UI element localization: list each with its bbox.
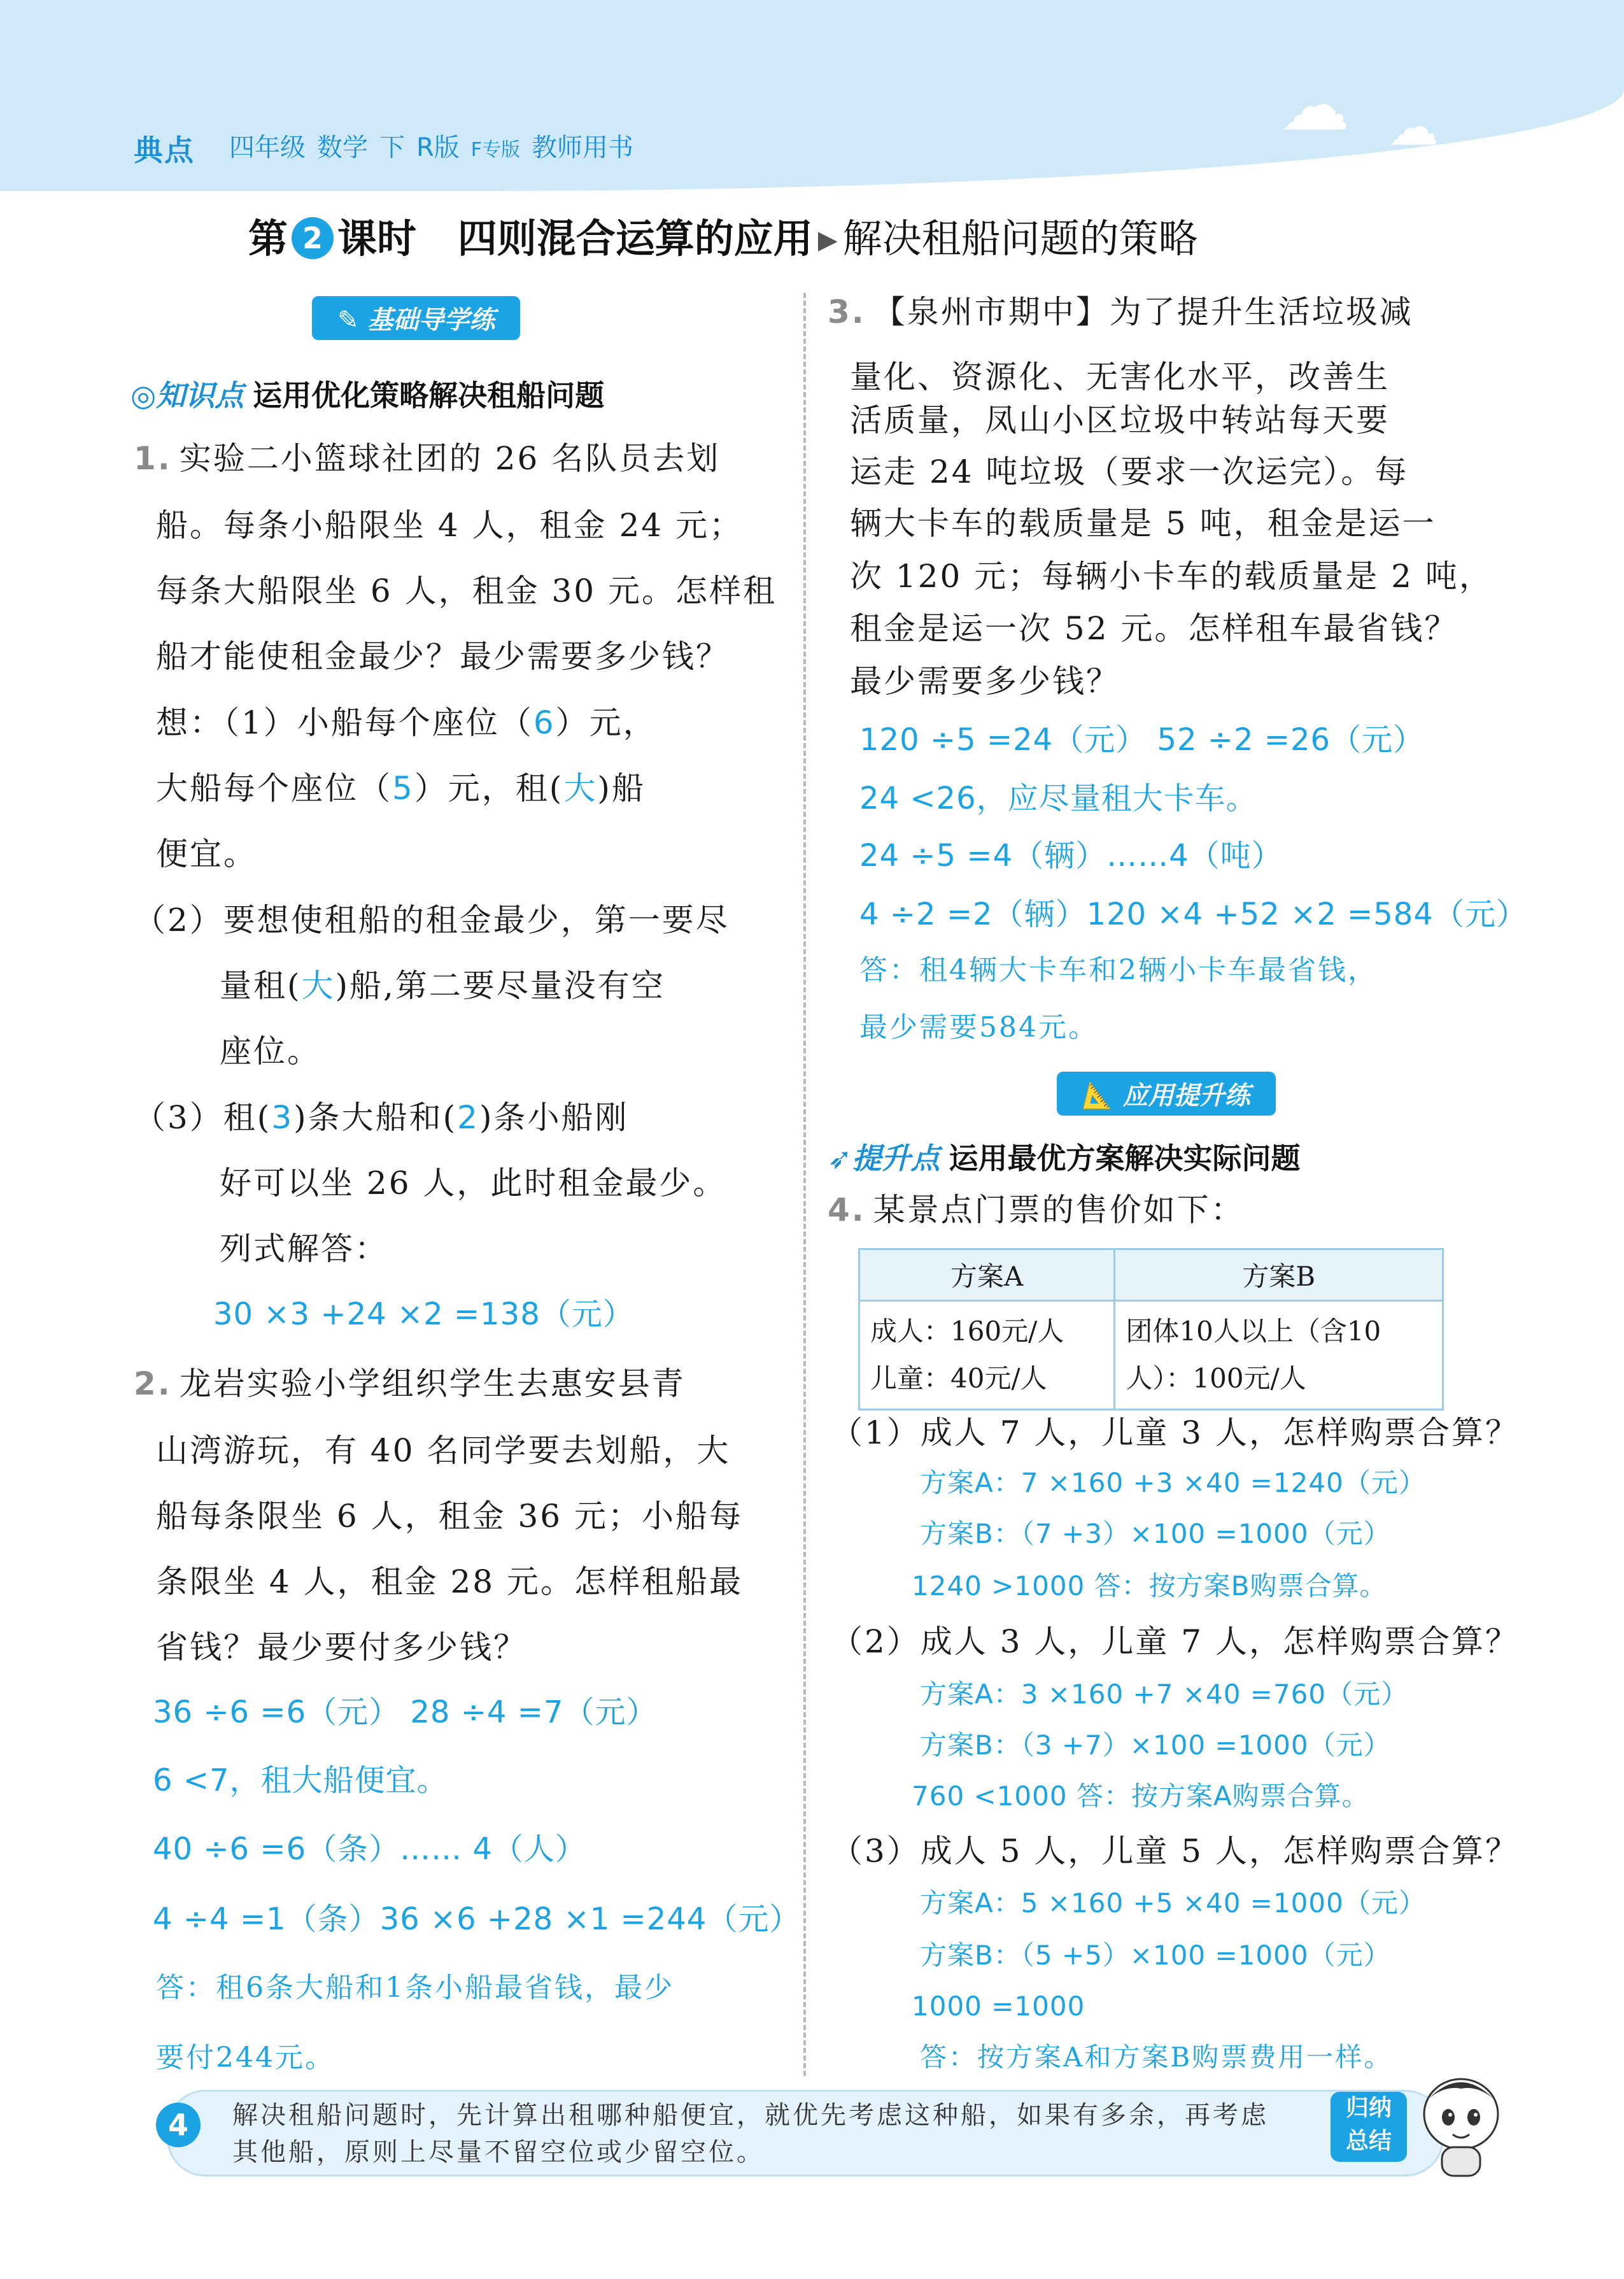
- q2-answer-6: 要付244元。: [156, 2041, 335, 2074]
- page-number: 4: [156, 2103, 201, 2147]
- point-tag: 提升点: [852, 1141, 940, 1175]
- q1-line-3: 每条大船限坐 6 人，租金 30 元。怎样租: [156, 572, 777, 609]
- q1-part3-line-2: 好可以坐 26 人，此时租金最少。: [220, 1165, 727, 1202]
- brand-logo: 典点: [134, 133, 195, 167]
- q3-answer-2: 24 <26，应尽量租大卡车。: [859, 781, 1257, 816]
- subject-label: 数学: [317, 133, 368, 162]
- ruler-icon: 📐: [1082, 1081, 1123, 1111]
- q3-answer-3: 24 ÷5 =4（辆）……4（吨）: [859, 838, 1283, 874]
- q1-text: )船,第二要尽量没有空: [335, 967, 665, 1004]
- q4-text: 某景点门票的售价如下：: [873, 1191, 1245, 1228]
- answer-blank: 3: [271, 1099, 294, 1136]
- q4-part1-answer-3: 1240 >1000 答：按方案B购票合算。: [912, 1570, 1387, 1601]
- cloud-decoration: ☁: [1280, 64, 1350, 146]
- answer-blank: 5: [392, 770, 414, 807]
- edition-label: R版: [416, 133, 460, 162]
- q2-line-4: 条限坐 4 人，租金 28 元。怎样租船最: [156, 1563, 744, 1600]
- cell-line: 成人：160元/人: [870, 1316, 1064, 1347]
- answer-blank: 6: [533, 704, 556, 741]
- lesson-number: 2: [292, 217, 334, 259]
- cell-line: 团体10人以上（含10: [1126, 1316, 1381, 1347]
- q1-text: 大船每个座位（: [156, 770, 392, 807]
- banner-label: 基础导学练: [367, 306, 495, 335]
- book-info: [229, 127, 645, 164]
- answer-blank: 大: [301, 967, 335, 1004]
- table-header: 方案B: [1115, 1249, 1443, 1301]
- summary-badge: [1331, 2092, 1407, 2162]
- play-arrow-icon: ▶: [817, 225, 838, 255]
- q1-line-7: 便宜。: [156, 835, 257, 872]
- section-banner-basic: [312, 296, 520, 340]
- q1-answer: 30 ×3 +24 ×2 =138（元）: [213, 1296, 634, 1332]
- q1-text: ）元，租(: [414, 770, 564, 807]
- q4-part3-question: （3）成人 5 人，儿童 5 人，怎样购票合算？: [831, 1833, 1520, 1870]
- q1-think-text: 想：（1）小船每个座位（: [156, 704, 533, 741]
- q3-line-2: 量化、资源化、无害化水平，改善生: [850, 359, 1390, 395]
- question-number: 4.: [828, 1191, 866, 1228]
- q4-part3-answer-3: 1000 =1000: [912, 1991, 1085, 2022]
- column-divider: [803, 293, 806, 2076]
- q3-line-6: 次 120 元；每辆小卡车的载质量是 2 吨，: [850, 558, 1493, 595]
- q2-line-3: 船每条限坐 6 人，租金 36 元；小船每: [156, 1498, 744, 1535]
- title-subtitle: 解决租船问题的策略: [842, 215, 1198, 262]
- q1-text: )条小船刚: [479, 1099, 629, 1136]
- summary-line-1: 解决租船问题时，先计算出租哪种船便宜，就优先考虑这种船，如果有多余，再考虑: [232, 2101, 1269, 2130]
- q4-part3-answer-1: 方案A：5 ×160 +5 ×40 =1000（元）: [920, 1887, 1426, 1919]
- q1-think-line: [156, 704, 657, 741]
- q1-text: （3）租(: [134, 1099, 272, 1136]
- section-banner-apply: [1057, 1072, 1276, 1116]
- q4-part2-question: （2）成人 3 人，儿童 7 人，怎样购票合算？: [831, 1623, 1520, 1660]
- table-cell-plan-b: [1115, 1301, 1443, 1410]
- q1-line-4: 船才能使租金最少？最少需要多少钱？: [156, 638, 730, 675]
- grade-label: 四年级: [229, 133, 306, 162]
- q3-line-3: 活质量，凤山小区垃圾中转站每天要: [850, 402, 1390, 439]
- volume-label: 下: [379, 133, 405, 162]
- answer-blank: 大: [563, 770, 598, 807]
- q4-stem: [828, 1191, 1245, 1228]
- table-cell-plan-a: [859, 1301, 1115, 1410]
- q3-line-1: [828, 296, 1413, 328]
- q2-answer-4: 4 ÷4 =1（条）36 ×6 +28 ×1 =244（元）: [153, 1901, 801, 1937]
- q4-part1-answer-1: 方案A：7 ×160 +3 ×40 =1240（元）: [920, 1467, 1426, 1498]
- q1-text: 实验二小篮球社团的 26 名队员去划: [179, 440, 721, 477]
- q4-part3-answer-2: 方案B：（5 +5）×100 =1000（元）: [920, 1940, 1391, 1971]
- summary-line-2: 其他船，原则上尽量不留空位或少留空位。: [232, 2138, 765, 2167]
- title-prefix: 第: [248, 215, 288, 262]
- q1-line-2: 船。每条小船限坐 4 人，租金 24 元；: [156, 507, 744, 544]
- table-row: [859, 1301, 1443, 1410]
- q1-part2-line-3: 座位。: [220, 1033, 321, 1070]
- q1-part3-line-1: [134, 1099, 629, 1136]
- q4-part1-question: （1）成人 7 人，儿童 3 人，怎样购票合算？: [831, 1414, 1520, 1451]
- q3-answer-4: 4 ÷2 =2（辆）120 ×4 +52 ×2 =584（元）: [859, 897, 1527, 932]
- special-label: F专版: [470, 139, 521, 161]
- q2-line-2: 山湾游玩，有 40 名同学要去划船，大: [156, 1432, 731, 1469]
- cell-line: 儿童：40元/人: [870, 1363, 1047, 1394]
- badge-line: 总结: [1345, 2128, 1392, 2154]
- q4-part2-answer-3: 760 <1000 答：按方案A购票合算。: [912, 1780, 1369, 1812]
- knowledge-point: [131, 373, 604, 415]
- q3-text: 【泉州市期中】为了提升生活垃圾减: [873, 294, 1413, 330]
- lesson-title: [248, 207, 1198, 264]
- q4-part2-answer-2: 方案B：（3 +7）×100 =1000（元）: [920, 1729, 1391, 1761]
- target-icon: ◎: [131, 378, 157, 413]
- q3-line-5: 辆大卡车的载质量是 5 吨，租金是运一: [850, 505, 1436, 542]
- mascot-icon: [1413, 2070, 1509, 2178]
- title-main: 四则混合运算的应用: [457, 215, 813, 262]
- improve-point: [828, 1135, 1301, 1177]
- q3-line-7: 租金是运一次 52 元。怎样租车最省钱？: [850, 610, 1458, 647]
- question-number: 1.: [134, 440, 172, 477]
- q3-answer-1: 120 ÷5 =24（元） 52 ÷2 =26（元）: [859, 722, 1425, 758]
- question-number: 3.: [828, 294, 866, 330]
- q1-text: )船: [597, 770, 646, 807]
- q3-answer-6: 最少需要584元。: [859, 1011, 1098, 1044]
- ticket-price-table: [858, 1248, 1444, 1410]
- q2-answer-2: 6 <7，租大船便宜。: [153, 1763, 448, 1798]
- q3-line-4: 运走 24 吨垃圾（要求一次运完）。每: [850, 453, 1409, 490]
- rocket-icon: ➶: [828, 1141, 852, 1175]
- point-text: 运用最优方案解决实际问题: [949, 1141, 1301, 1175]
- cell-line: 人）：100元/人: [1126, 1363, 1306, 1394]
- q1-line-6: [156, 770, 646, 807]
- q3-answer-5: 答：租4辆大卡车和2辆小卡车最省钱，: [859, 954, 1378, 986]
- point-tag: 知识点: [156, 378, 244, 413]
- q1-part2-line-2: [220, 967, 665, 1004]
- table-header: 方案A: [859, 1249, 1115, 1301]
- book-type-label: 教师用书: [532, 133, 634, 162]
- q2-line-1: [134, 1365, 686, 1402]
- q2-text: 龙岩实验小学组织学生去惠安县青: [179, 1365, 686, 1402]
- compass-icon: ✎: [337, 306, 368, 335]
- badge-line: 归纳: [1345, 2095, 1392, 2121]
- q1-think-text: ）元，: [555, 704, 657, 741]
- q4-part1-answer-2: 方案B：（7 +3）×100 =1000（元）: [920, 1518, 1391, 1549]
- question-number: 2.: [134, 1365, 172, 1402]
- point-text: 运用优化策略解决租船问题: [253, 378, 605, 413]
- q1-text: 量租(: [220, 967, 302, 1004]
- q1-line-1: [134, 440, 721, 477]
- q4-part2-answer-1: 方案A：3 ×160 +7 ×40 =760（元）: [920, 1679, 1409, 1710]
- q2-line-5: 省钱？最少要付多少钱？: [156, 1629, 527, 1666]
- banner-label: 应用提升练: [1122, 1081, 1250, 1111]
- q2-answer-3: 40 ÷6 =6（条）…… 4（人）: [153, 1831, 586, 1867]
- cloud-decoration: ☁: [1388, 97, 1439, 157]
- q1-text: )条大船和(: [293, 1099, 458, 1136]
- q1-part2-line-1: （2）要想使租船的租金最少，第一要尽: [134, 902, 730, 939]
- q2-answer-1: 36 ÷6 =6（元） 28 ÷4 =7（元）: [153, 1694, 658, 1730]
- answer-blank: 2: [457, 1099, 479, 1136]
- q3-line-8: 最少需要多少钱？: [850, 663, 1120, 700]
- table-header-row: [859, 1249, 1443, 1301]
- q2-answer-5: 答：租6条大船和1条小船最省钱，最少: [156, 1971, 674, 2004]
- q4-part3-answer-4: 答：按方案A和方案B购票费用一样。: [920, 2041, 1393, 2073]
- title-suffix: 课时: [337, 215, 417, 262]
- q1-part3-line-3: 列式解答：: [220, 1230, 388, 1267]
